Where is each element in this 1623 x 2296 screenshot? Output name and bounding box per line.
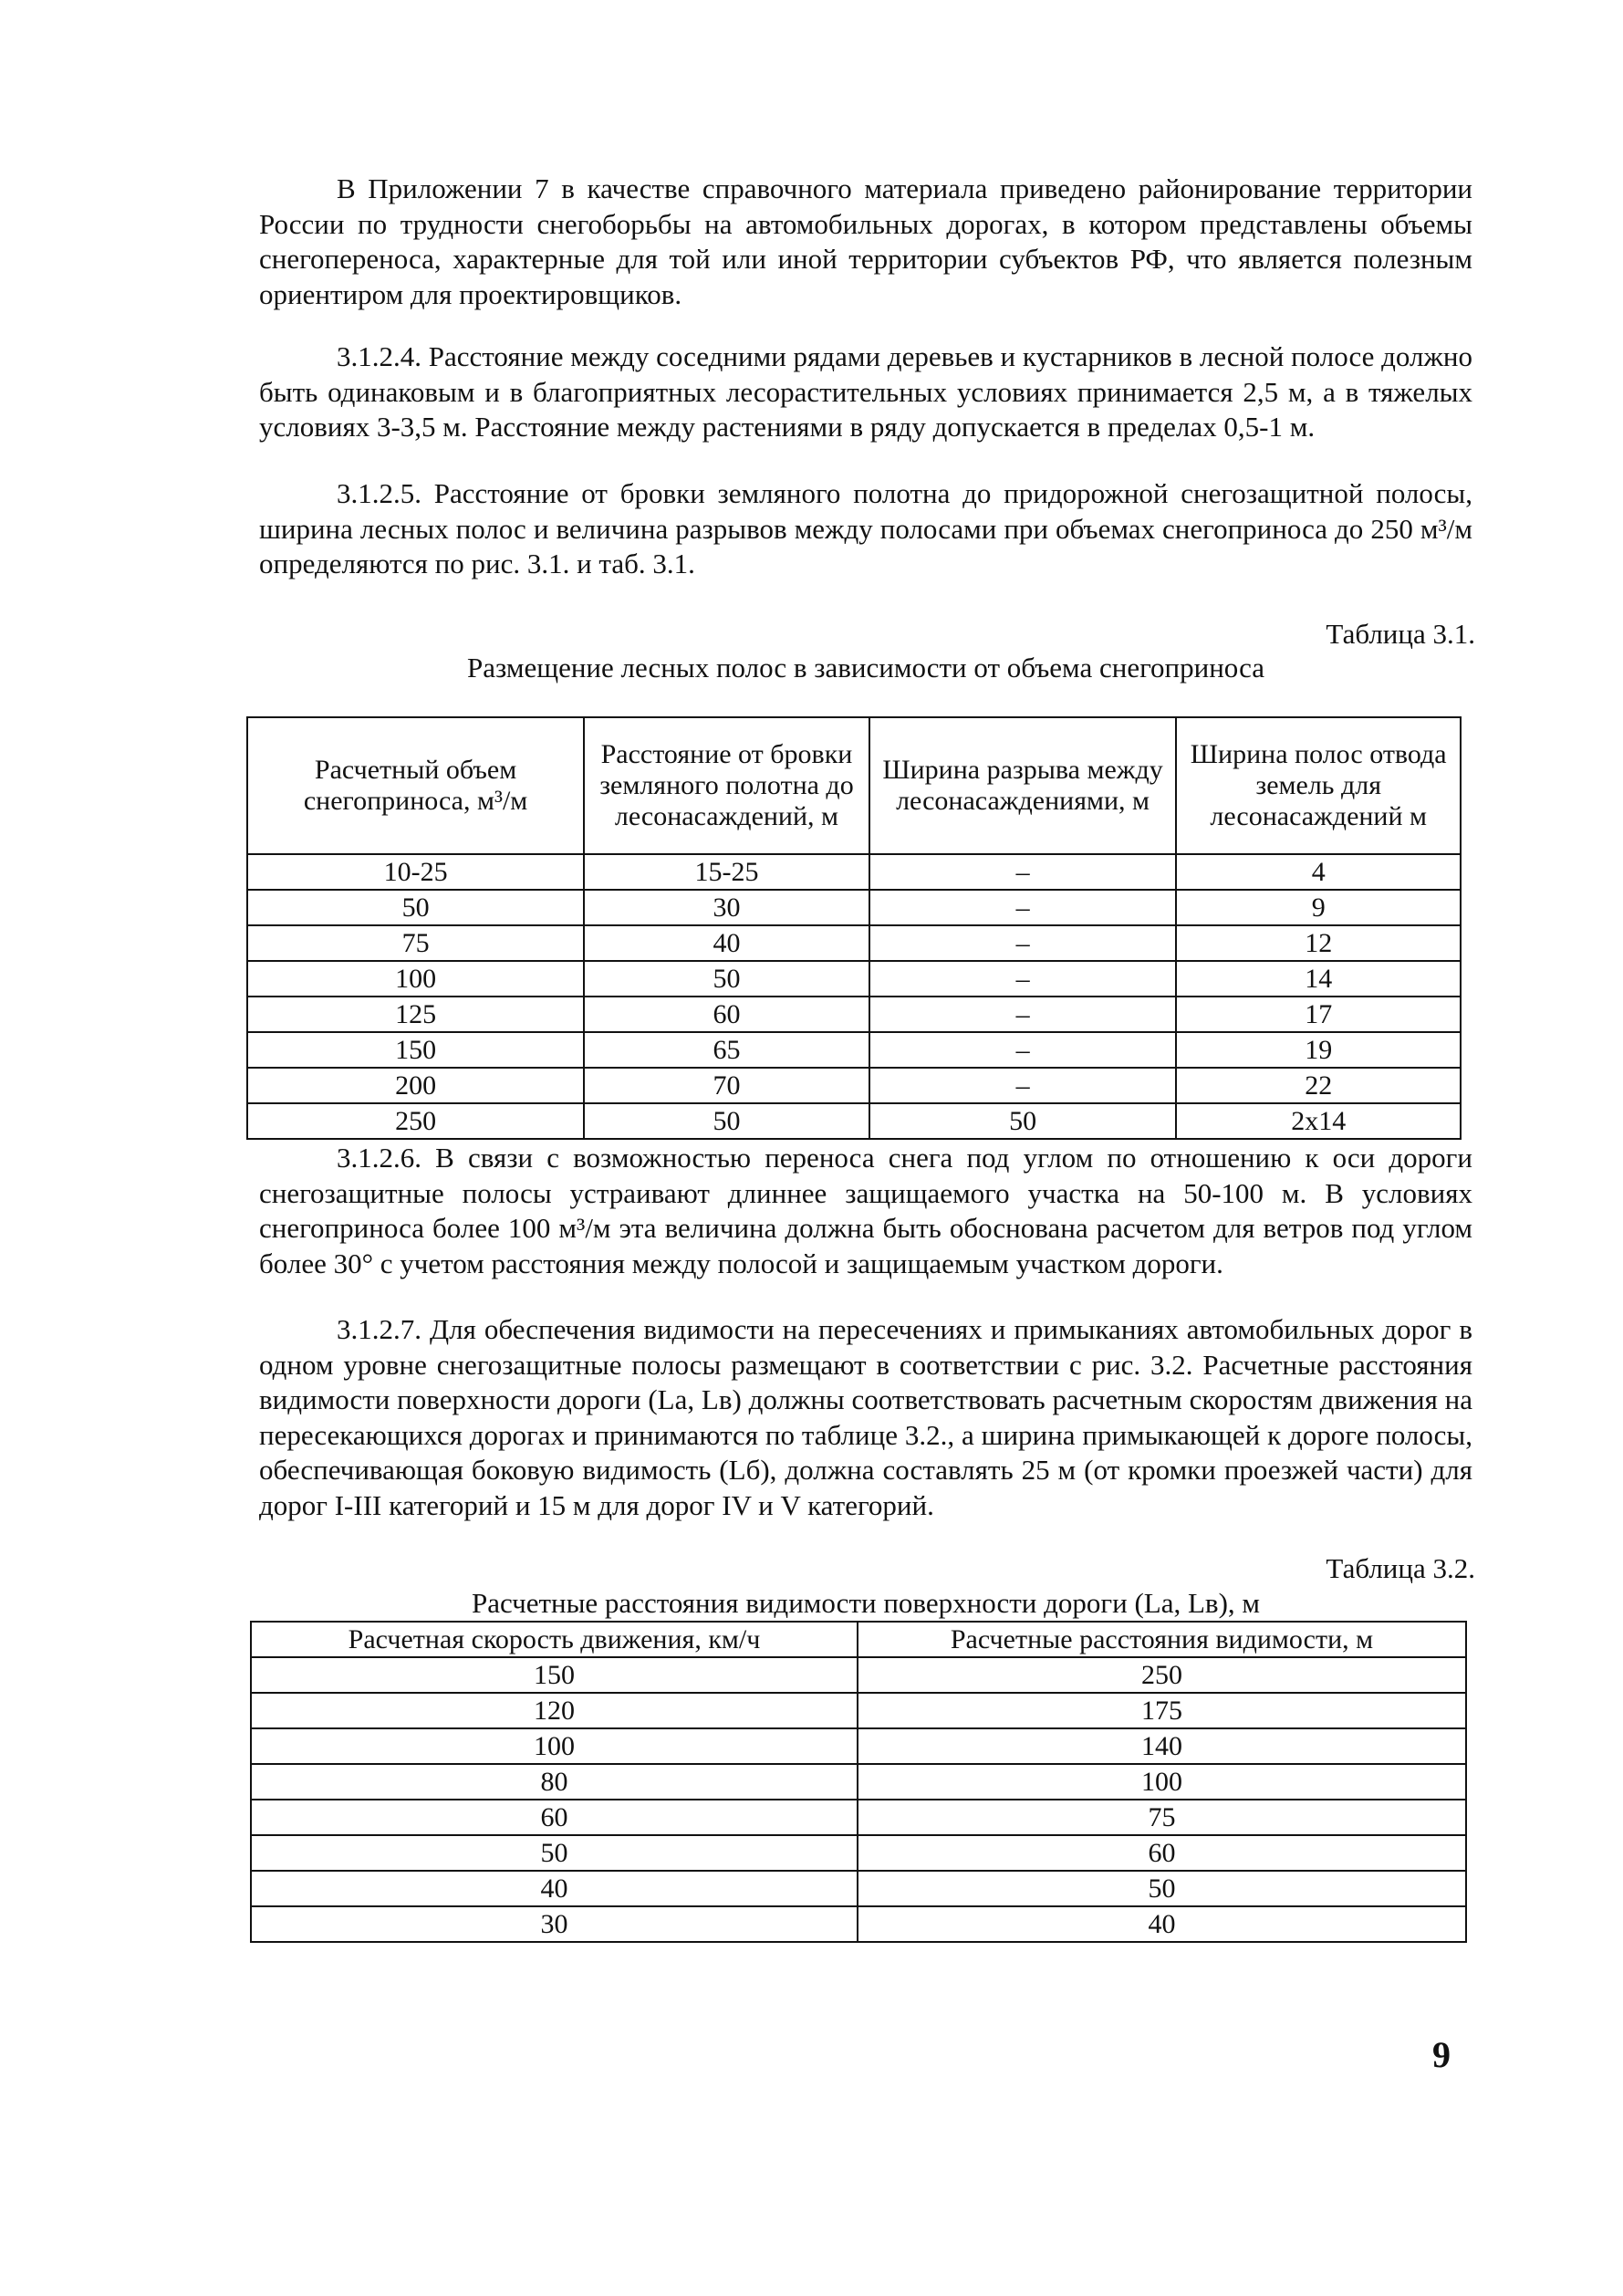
table-3-2-title: Расчетные расстояния видимости поверхности дороги (Lа, Lв), м xyxy=(471,1587,1261,1619)
table-cell: 60 xyxy=(584,997,869,1032)
table-cell: 100 xyxy=(251,1728,858,1764)
table-row xyxy=(251,1764,1466,1800)
table-cell: 80 xyxy=(251,1764,858,1800)
table-cell: 50 xyxy=(584,961,869,997)
table-3-1-title: Размещение лесных полос в зависимости от объема снегоприноса xyxy=(467,652,1264,684)
table-cell: 50 xyxy=(584,1103,869,1139)
table-row xyxy=(247,925,1461,961)
table-cell: 140 xyxy=(858,1728,1466,1764)
table-cell: 60 xyxy=(858,1835,1466,1871)
table-cell: 65 xyxy=(584,1032,869,1068)
table-cell: 50 xyxy=(858,1871,1466,1906)
table-cell: 250 xyxy=(247,1103,584,1139)
table-cell: 22 xyxy=(1176,1068,1461,1103)
table-cell: 50 xyxy=(247,890,584,925)
table-cell: 50 xyxy=(869,1103,1177,1139)
table-cell: 12 xyxy=(1176,925,1461,961)
header-strip-width: Ширина полос отвода земель для лесонасаждений м xyxy=(1176,717,1461,854)
table-cell: 30 xyxy=(584,890,869,925)
table-cell: 100 xyxy=(858,1764,1466,1800)
table-cell: – xyxy=(869,997,1177,1032)
table-row xyxy=(251,1728,1466,1764)
table-cell: 17 xyxy=(1176,997,1461,1032)
table-row xyxy=(247,854,1461,890)
table-cell: – xyxy=(869,1068,1177,1103)
table-cell: 175 xyxy=(858,1693,1466,1728)
table-cell: 40 xyxy=(858,1906,1466,1942)
table-cell: – xyxy=(869,1032,1177,1068)
table-cell: – xyxy=(869,961,1177,997)
table-cell: 15-25 xyxy=(584,854,869,890)
table-cell: 125 xyxy=(247,997,584,1032)
table-header-row xyxy=(247,717,1461,854)
table-cell: 19 xyxy=(1176,1032,1461,1068)
header-distance-from-edge: Расстояние от бровки земляного полотна до лесонасаждений, м xyxy=(584,717,869,854)
table-row xyxy=(247,997,1461,1032)
paragraph-3-1-2-7: 3.1.2.7. Для обеспечения видимости на пересечениях и примыканиях автомобильных дорог в одном уровне снегозащитные полосы размещают в соответствии с рис. 3.2. Расчетные расстояния видимости поверхности дороги (Lа, Lв) должны соответствовать расчетным скоростям движения на пересекающихся дорогах и принимаются по таблице 3.2., а ширина примыкающей к дороге полосы, обеспечивающая боковую видимость (Lб), должна составлять 25 м (от кромки проезжей части) для дорог I-III категорий и 15 м для дорог IV и V категорий. xyxy=(259,1313,1472,1521)
table-header-row xyxy=(251,1622,1466,1657)
table-3-1 xyxy=(246,716,1462,1140)
table-cell: 9 xyxy=(1176,890,1461,925)
table-cell: 75 xyxy=(247,925,584,961)
table-row xyxy=(247,961,1461,997)
table-3-1-label: Таблица 3.1. xyxy=(1326,618,1475,650)
table-row xyxy=(247,890,1461,925)
table-row xyxy=(251,1693,1466,1728)
table-cell: 10-25 xyxy=(247,854,584,890)
table-cell: 50 xyxy=(251,1835,858,1871)
table-cell: 30 xyxy=(251,1906,858,1942)
table-row xyxy=(251,1906,1466,1942)
header-gap-width: Ширина разрыва между лесонасаждениями, м xyxy=(869,717,1177,854)
paragraph-3-1-2-6: 3.1.2.6. В связи с возможностью переноса снега под углом по отношению к оси дороги снегозащитные полосы устраивают длиннее защищаемого участка на 50-100 м. В условиях снегоприноса более 100 м³/м эта величина должна быть обоснована расчетом для ветров под углом более 30° с учетом расстояния между полосой и защищаемым участком дороги. xyxy=(259,1142,1472,1279)
table-cell: 150 xyxy=(247,1032,584,1068)
table-cell: 250 xyxy=(858,1657,1466,1693)
table-row xyxy=(251,1835,1466,1871)
table-cell: 2x14 xyxy=(1176,1103,1461,1139)
table-cell: 100 xyxy=(247,961,584,997)
header-visibility-distance: Расчетные расстояния видимости, м xyxy=(858,1622,1466,1657)
table-cell: 150 xyxy=(251,1657,858,1693)
table-3-2-label: Таблица 3.2. xyxy=(1326,1552,1475,1584)
table-cell: 4 xyxy=(1176,854,1461,890)
table-row xyxy=(247,1103,1461,1139)
table-row xyxy=(247,1068,1461,1103)
table-cell: 70 xyxy=(584,1068,869,1103)
table-cell: 200 xyxy=(247,1068,584,1103)
table-row xyxy=(251,1800,1466,1835)
table-cell: – xyxy=(869,890,1177,925)
paragraph-3-1-2-5: 3.1.2.5. Расстояние от бровки земляного полотна до придорожной снегозащитной полосы, ширина лесных полос и величина разрывов между полосами при объемах снегоприноса до 250 м³/м определяются по рис. 3.1. и таб. 3.1. xyxy=(259,477,1472,579)
table-row xyxy=(251,1657,1466,1693)
page-number: 9 xyxy=(1432,2034,1451,2075)
table-3-2 xyxy=(250,1621,1467,1943)
table-cell: 40 xyxy=(584,925,869,961)
table-row xyxy=(251,1871,1466,1906)
table-cell: 120 xyxy=(251,1693,858,1728)
table-cell: – xyxy=(869,854,1177,890)
table-cell: – xyxy=(869,925,1177,961)
table-cell: 75 xyxy=(858,1800,1466,1835)
header-snow-volume: Расчетный объем снегоприноса, м³/м xyxy=(247,717,584,854)
table-cell: 40 xyxy=(251,1871,858,1906)
header-design-speed: Расчетная скорость движения, км/ч xyxy=(251,1622,858,1657)
table-row xyxy=(247,1032,1461,1068)
table-cell: 60 xyxy=(251,1800,858,1835)
paragraph-3-1-2-4: 3.1.2.4. Расстояние между соседними рядами деревьев и кустарников в лесной полосе должно быть одинаковым и в благоприятных лесорастительных условиях принимается 2,5 м, а в тяжелых условиях 3-3,5 м. Расстояние между растениями в ряду допускается в пределах 0,5-1 м. xyxy=(259,340,1472,443)
paragraph-appendix-7: В Приложении 7 в качестве справочного материала приведено районирование территории России по трудности снегоборьбы на автомобильных дорогах, в котором представлены объемы снегопереноса, характерные для той или иной территории субъектов РФ, что является полезным ориентиром для проектировщиков. xyxy=(259,172,1472,310)
table-cell: 14 xyxy=(1176,961,1461,997)
